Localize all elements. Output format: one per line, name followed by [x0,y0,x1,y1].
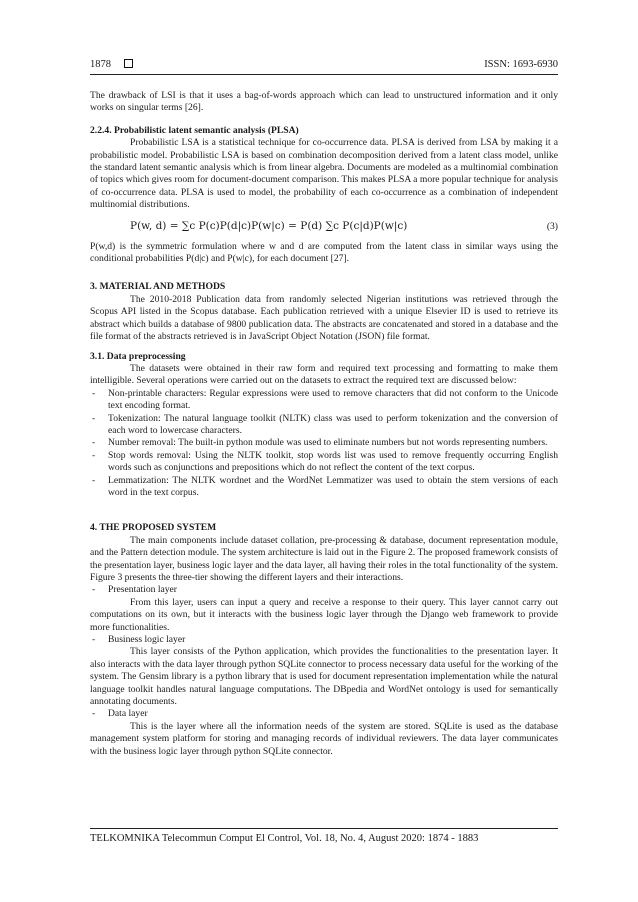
preprocessing-list [90,388,558,500]
layer-label-presentation: - Presentation layer [90,584,558,596]
intro-paragraph: The drawback of LSI is that it uses a bag-of-words approach which can lead to unstructured information and it only works on singular terms [26]. [90,90,558,114]
square-icon [124,59,133,68]
footer-rule [90,828,558,829]
layer-label-business-logic: - Business logic layer [90,634,558,646]
list-item: - Number removal: The built-in python module was used to eliminate numbers but not words representing numbers. [90,437,558,449]
section-3-1-heading: 3.1. Data preprocessing [90,350,186,362]
layer-list [90,708,558,720]
equation-explanation: P(w,d) is the symmetric formulation where w and d are computed from the latent class in similar ways using the conditional probabilities P(d|c) and P(w|c), for each document [27]. [90,240,558,265]
equation-number: (3) [546,220,558,232]
page-footer [90,832,558,846]
list-item: - Lemmatization: The NLTK wordnet and the WordNet Lemmatizer was used to obtain the stem versions of each word in the text corpus. [90,475,558,500]
section-4-heading: 4. THE PROPOSED SYSTEM [90,522,217,534]
page-number: 1878 [90,59,111,70]
header-rule [90,74,558,75]
section-3-1-paragraph: The datasets were obtained in their raw form and required text processing and formatting to make them intelligible. Several operations were carried out on the datasets to extract the required text are discussed below: [90,362,558,387]
journal-citation: TELKOMNIKA Telecommun Comput El Control, Vol. 18, No. 4, August 2020: 1874 - 1883 [90,833,479,844]
list-item: - Stop words removal: Using the NLTK toolkit, stop words list was used to remove frequently occurring English words such as conjunctions and prepositions which do not reflect the content of the text corpus. [90,450,558,475]
equation-formula: P(w, d) = ∑c P(c)P(d|c)P(w|c) = P(d) ∑c P(c|d)P(w|c) [130,219,408,232]
layer-list [90,584,558,596]
section-2-2-4-paragraph: Probabilistic LSA is a statistical technique for co-occurrence data. PLSA is derived from LSA by making it a probabilistic model. Probabilistic LSA is based on combination decomposition derived from a latent class model, unlike the standard latent semantic analysis which is from linear algebra. Documents are modeled as a multinomial combination of topics which gives room for document-document comparison. This makes PLSA a more popular technique for analysis of co-occurrence data. PLSA is used to model, the probability of each co-occurrence as a combination of independent multinomial distributions. [90,137,558,211]
layer-list [90,634,558,646]
issn-label: ISSN: 1693-6930 [484,59,558,70]
layer-label-data: - Data layer [90,708,558,720]
article-body [90,90,558,758]
section-3-heading: 3. MATERIAL AND METHODS [90,281,226,293]
list-item: - Non-printable characters: Regular expressions were used to remove characters that did not conform to the Unicode text encoding format. [90,388,558,413]
equation-3 [90,217,558,237]
layer-text-presentation: From this layer, users can input a query and receive a response to their query. This layer cannot carry out computations on its own, but it interacts with the business logic layer through the Django web framework to provide more functionalities. [90,596,558,633]
section-3-paragraph: The 2010-2018 Publication data from randomly selected Nigerian institutions was retrieved through the Scopus API listed in the Scopus database. Each publication retrieved with a unique Elsevier ID is used to retrieve its abstract which builds a database of 9800 publication data. The abstracts are concatenated and stored in a database and the file format of the abstracts retrieved is in JavaScript Object Notation (JSON) file format. [90,293,558,343]
layer-text-data: This is the layer where all the information needs of the system are stored. SQLite is used as the database management system platform for storing and managing records of individual reviewers. The data layer communicates with the business logic layer through python SQLite connector. [90,720,558,757]
page-header [90,58,558,72]
section-2-2-4-heading: 2.2.4. Probabilistic latent semantic analysis (PLSA) [90,124,299,136]
layer-text-business-logic: This layer consists of the Python application, which provides the functionalities to the presentation layer. It also interacts with the data layer through python SQLite connector to process necessary data useful for the working of the system. The Gensim library is a python library that is used for document representation implementation while the natural language toolkit handles natural language computations. The DBpedia and WordNet ontology is used for semantically annotating documents. [90,646,558,708]
section-4-paragraph: The main components include dataset collation, pre-processing & database, document representation module, and the Pattern detection module. The system architecture is laid out in the Figure 2. The proposed framework consists of the presentation layer, business logic layer and the data layer, all having their roles in the total functionality of the system. Figure 3 presents the three-tier showing the different layers and their interactions. [90,534,558,583]
list-item: - Tokenization: The natural language toolkit (NLTK) class was used to perform tokenization and the conversion of each word to lowercase characters. [90,413,558,438]
